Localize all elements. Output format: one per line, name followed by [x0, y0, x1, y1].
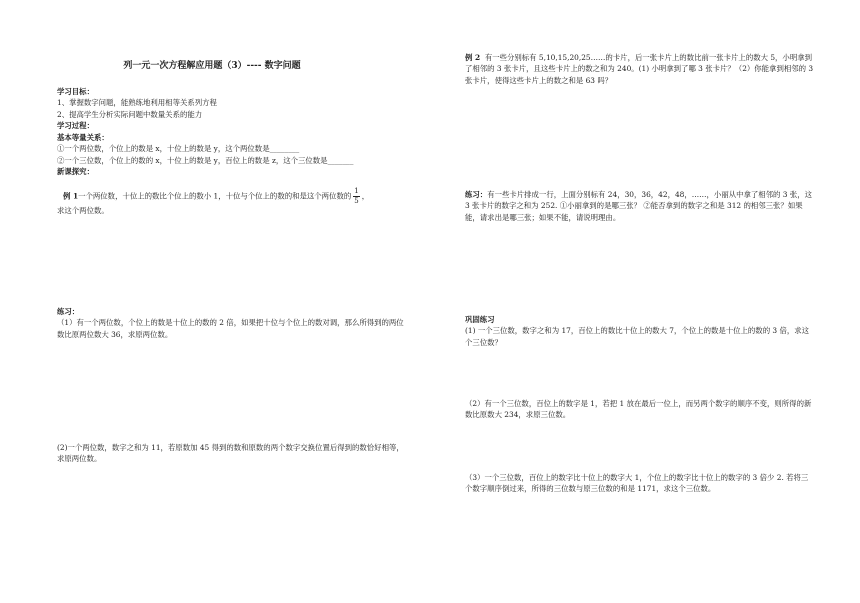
goals-heading: 学习目标：: [57, 87, 94, 96]
practice-left-q2-block: [57, 442, 409, 465]
example-2-label: 例 2: [465, 53, 481, 62]
relation-two-digit: ①一个两位数，个位上的数是 x，十位上的数是 y，这个两位数是________: [57, 144, 300, 154]
consolidate-q3-block: [465, 472, 815, 495]
goal-item-2: 2、提高学生分析实际问题中数量关系的能力: [57, 109, 203, 119]
explore-heading: 新课探究：: [57, 167, 94, 177]
practice-left-q2: (2)一个两位数，数字之和为 11，若原数加 45 得到的数和原数的两个数字交换位置后得到的数恰好相等，求原两位数。: [57, 443, 404, 464]
example-2-text: 有一些分别标有 5,10,15,20,25……的卡片，后一张卡片上的数比前一张卡片上的数大 5，小明拿到了相邻的 3 张卡片，且这些卡片上的数之和为 240。(1) 小明拿到了哪 3 张卡片？（2）你能拿到相邻的 3 张卡片，使得这些卡片上的数之和是 63 吗？: [465, 53, 814, 85]
practice-left-heading: 练习：: [57, 307, 80, 316]
goal-item-1: 1、掌握数字问题，能熟练地利用相等关系列方程: [57, 98, 217, 108]
example-1-label: 例 1: [63, 191, 79, 201]
consolidate-heading: 巩固练习: [465, 315, 495, 324]
example-1-text-b: ，: [361, 191, 370, 201]
example-2: [465, 52, 815, 86]
example-1: [57, 188, 409, 216]
consolidate-q1: (1) 一个三位数，数字之和为 17，百位上的数比十位上的数大 7，个位上的数是十位上的数的 3 倍，求这个三位数？: [465, 326, 810, 347]
practice-right-label: 练习：: [465, 190, 488, 199]
fraction-one-fifth: $\frac{1}{5}$: [354, 187, 359, 205]
goals-section: [57, 86, 409, 178]
practice-right: [465, 189, 815, 223]
consolidate-q3: （3）一个三位数，百位上的数字比十位上的数字大 1，个位上的数字比十位上的数字的 3 倍少 2. 若将三个数字顺序倒过来，所得的三位数与原三位数的和是 1171，求这个三位数。: [465, 473, 809, 494]
page-title: 列一元一次方程解应用题（3）---- 数字问题: [123, 61, 301, 71]
process-heading: 学习过程：: [57, 121, 94, 131]
relation-three-digit: ②一个三位数，个位上的数的 x，十位上的数是 y，百位上的数是 z，这个三位数是_______: [57, 155, 354, 165]
consolidate-q2: （2）有一个三位数，百位上的数字是 1，若把 1 放在最后一位上，而另两个数字的顺序不变，则所得的新数比原数大 234，求原三位数。: [465, 399, 812, 420]
example-1-text-c: 求这个两位数。: [57, 206, 109, 215]
practice-left: [57, 306, 409, 340]
practice-right-text: 有一些卡片排成一行，上面分别标有 24，30，36，42，48，……，小丽从中拿了相邻的 3 张，这 3 张卡片的数字之和为 252. ①小丽拿到的是哪三张？ ②能否拿到的数字之和是 312 的相邻三张？如果能，请求出是哪三张；如果不能，请说明理由。: [465, 190, 813, 222]
relations-heading: 基本等量关系：: [57, 132, 109, 142]
consolidate-q2-block: [465, 398, 815, 421]
practice-left-q1: （1）有一个两位数，个位上的数是十位上的数的 2 倍，如果把十位与个位上的数对调，那么所得到的两位数比原两位数大 36，求原两位数。: [57, 318, 404, 339]
example-1-text-a: 一个两位数，十位上的数比个位上的数小 1，十位与个位上的数的和是这个两位数的: [78, 191, 352, 201]
consolidate-section: [465, 314, 815, 348]
